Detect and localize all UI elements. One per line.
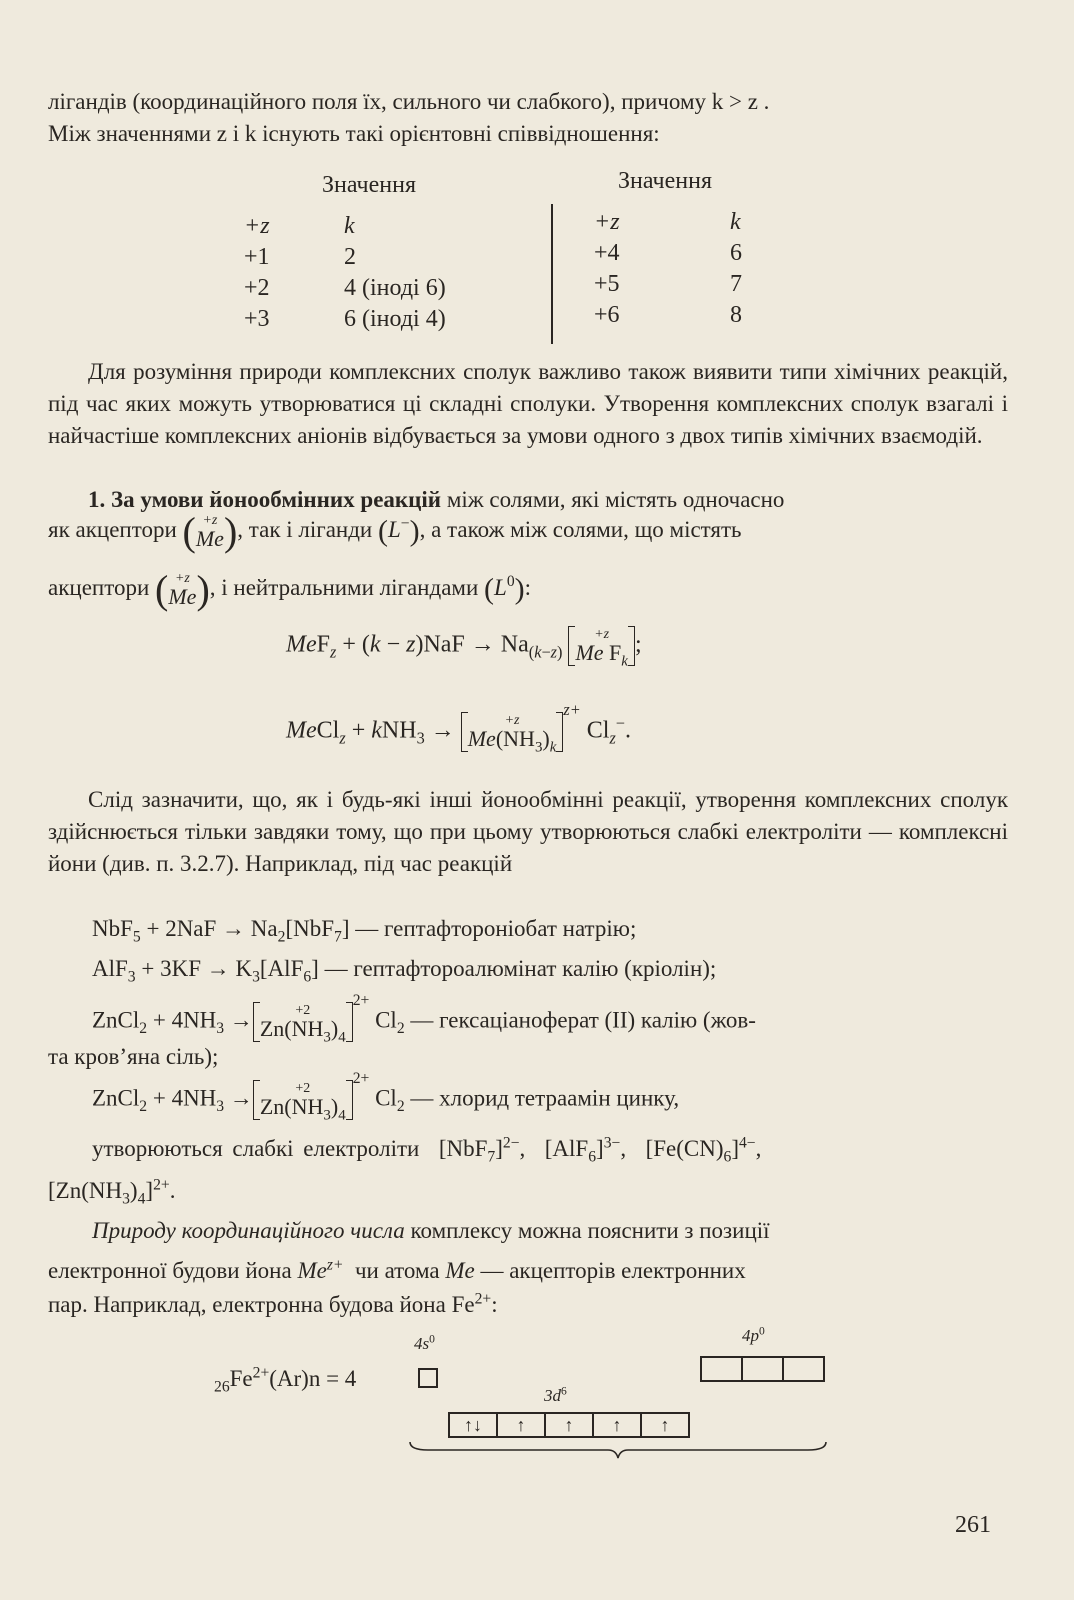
table-header-left: Значення (322, 172, 417, 198)
table-divider (551, 204, 553, 344)
coord-number-term: Природу координаційного числа (92, 1218, 405, 1243)
orbital-3d: ↑↓ (448, 1412, 498, 1438)
acceptors-label: як акцептори (48, 516, 177, 542)
label-3d-sup: 6 (561, 1384, 567, 1398)
z-k-table (0, 0, 1074, 360)
table-cell: +4 (594, 240, 620, 266)
ion-symbol: Fe (229, 1366, 253, 1391)
coord-number-line-3: пар. Наприклад, електронна будова йона $Fe^{2+}$: (48, 1290, 498, 1317)
reaction-nbf: $NbF_5 + 2NaF \to Na_2[NbF_7]$ — гептафтороніобат натрію; (92, 916, 637, 946)
reaction-zn-2-label: — хлорид тетраамін цинку, (404, 1085, 680, 1111)
weak-electrolytes-label: утворюються слабкі електроліти (92, 1136, 420, 1161)
reaction-zn-1: ZnCl$_2$ + $4NH_3$ → +2 $Zn(NH_3)_4$ $^{2+}$ $Cl_2$ — гексаціаноферат (II) калію (жов- (92, 991, 756, 1046)
label-4s-sup: 0 (429, 1332, 435, 1346)
intro-line-1: лігандів (координаційного поля їх, сильного чи слабкого), причому k > z . (48, 89, 770, 114)
reaction-alf-label: — гептафтороалюмінат калію (кріолін); (318, 956, 717, 981)
reaction-zn-1-label: — гексаціаноферат (II) калію (жов- (404, 1007, 756, 1033)
coord-number-line-2c: — акцепторів електронних (474, 1258, 746, 1283)
weak-electrolytes-text: Слід зазначити, що, як і будь-які інші йонообмінні реакції, утворення комплексних сполук здійснюється тільки завдяки тому, що при цьому утворюються слабкі електроліти — комплексні йони (див. п. 3.2.7). Наприклад, під час реакцій (48, 787, 1008, 876)
ligands-label: , так і ліганди (237, 516, 373, 542)
equation-1: $MeF_z + (k - z)NaF \to Na_{(k-z)}$ +z Me $F_k$ ; (286, 627, 642, 670)
reaction-nbf-label: — гептафтороніобат натрію; (349, 916, 637, 941)
table-header-right: Значення (618, 168, 713, 194)
table-cell: +5 (594, 271, 620, 297)
table-col-k-left: k (344, 213, 355, 239)
label-4p-sup: 0 (759, 1324, 765, 1338)
acceptors-line: як акцептори ( +z Me ), так і ліганди (L−), а також між солями, що містять (48, 509, 742, 554)
neutral-ligands-label: , і нейтральними лігандами (209, 574, 479, 600)
ion-exchange-text: між солями, які містять одночасно (441, 487, 785, 512)
atomic-number: 26 (214, 1378, 230, 1396)
orbital-3d: ↑ (640, 1412, 690, 1438)
config-rest: (Ar)n = 4 (269, 1366, 357, 1391)
reaction-types-text: Для розуміння природи комплексних сполук важливо також виявити типи хімічних реакцій, під час яких можуть утворюватися ці складні сполуки. Утворення комплексних сполук взагалі і найчастіше комплексних аніонів відбувається за умови одного з двох типів хімічних взаємодій. (48, 359, 1008, 448)
orbitals-3d (448, 1412, 690, 1438)
table-cell: +1 (244, 244, 270, 270)
table-cell: 6 (іноді 4) (344, 306, 446, 332)
table-col-k-right: k (730, 209, 741, 235)
orbital-4p (700, 1356, 743, 1382)
orbital-3d: ↑ (544, 1412, 594, 1438)
salts-label: , а також між солями, що містять (419, 516, 742, 542)
reaction-zn-2: ZnCl$_2$ + $4NH_3$ → +2 $Zn(NH_3)_4$ $^{2+}$ $Cl_2$ — хлорид тетраамін цинку, (92, 1069, 680, 1124)
weak-electrolytes-list-cont: $[Zn(NH_3)_4]^{2+}$. (48, 1176, 176, 1208)
page-number: 261 (955, 1512, 991, 1538)
neutral-ligands-line: акцептори ( +z Me ), і нейтральними лігандами $(L^0)$: (48, 567, 532, 612)
table-col-z-right: +z (594, 209, 620, 235)
label-3d (544, 1386, 567, 1406)
coord-number-line-2: електронної будови йона $Me^{z+}$ чи атома Me — акцепторів електронних (48, 1256, 746, 1283)
equation-2: MeCl$_z$ + kNH$_3$ → +z $Me(NH_3)_k$ $^{z+}$ $Cl_z^-$. (286, 699, 631, 756)
reaction-alf: $AlF_3 + 3KF \to K_3[AlF_6]$ — гептафтороалюмінат калію (кріолін); (92, 956, 717, 986)
label-4p-text: 4p (742, 1326, 759, 1345)
coord-number-text: комплексу можна пояснити з позиції (404, 1218, 770, 1243)
orbital-3d: ↑ (496, 1412, 546, 1438)
orbitals-4p (700, 1356, 825, 1382)
orbital-4p (782, 1356, 825, 1382)
table-cell: 7 (730, 271, 742, 297)
fe-config-label (214, 1364, 357, 1396)
ion-exchange-heading: 1. За умови йонообмінних реакцій (88, 487, 442, 512)
table-cell: 2 (344, 244, 356, 270)
table-cell: +2 (244, 275, 270, 301)
table-cell: 8 (730, 302, 742, 328)
table-cell: 6 (730, 240, 742, 266)
orbital-4p (741, 1356, 784, 1382)
table-cell: +6 (594, 302, 620, 328)
orbital-3d: ↑ (592, 1412, 642, 1438)
coord-number-line-3a: пар. Наприклад, електронна будова йона (48, 1292, 446, 1317)
reaction-zn-1-cont: та кров’яна сіль); (48, 1044, 219, 1069)
orbital-4s (418, 1368, 438, 1388)
coord-number-line-2a: електронної будови йона (48, 1258, 292, 1283)
intro-line-2: Між значеннями z і k існують такі орієнтовні співвідношення: (48, 121, 660, 146)
coord-number-line-1 (92, 1218, 770, 1244)
ion-charge: 2+ (252, 1364, 270, 1382)
coord-number-line-2b: чи атома (354, 1258, 440, 1283)
table-cell: +3 (244, 306, 270, 332)
label-4s (414, 1334, 435, 1354)
label-4p (742, 1326, 765, 1346)
table-cell: 4 (іноді 6) (344, 275, 446, 301)
label-3d-text: 3d (544, 1386, 561, 1405)
weak-electrolytes-list: утворюються слабкі електроліти $[NbF_7]^{2-}$, $[AlF_6]^{3-}$, $[Fe(CN)_6]^{4-}$, (92, 1134, 762, 1166)
orbital-brace (408, 1440, 828, 1460)
label-4s-text: 4s (414, 1334, 430, 1353)
table-col-z-left: +z (244, 213, 270, 239)
acceptors-label-2: акцептори (48, 574, 150, 600)
